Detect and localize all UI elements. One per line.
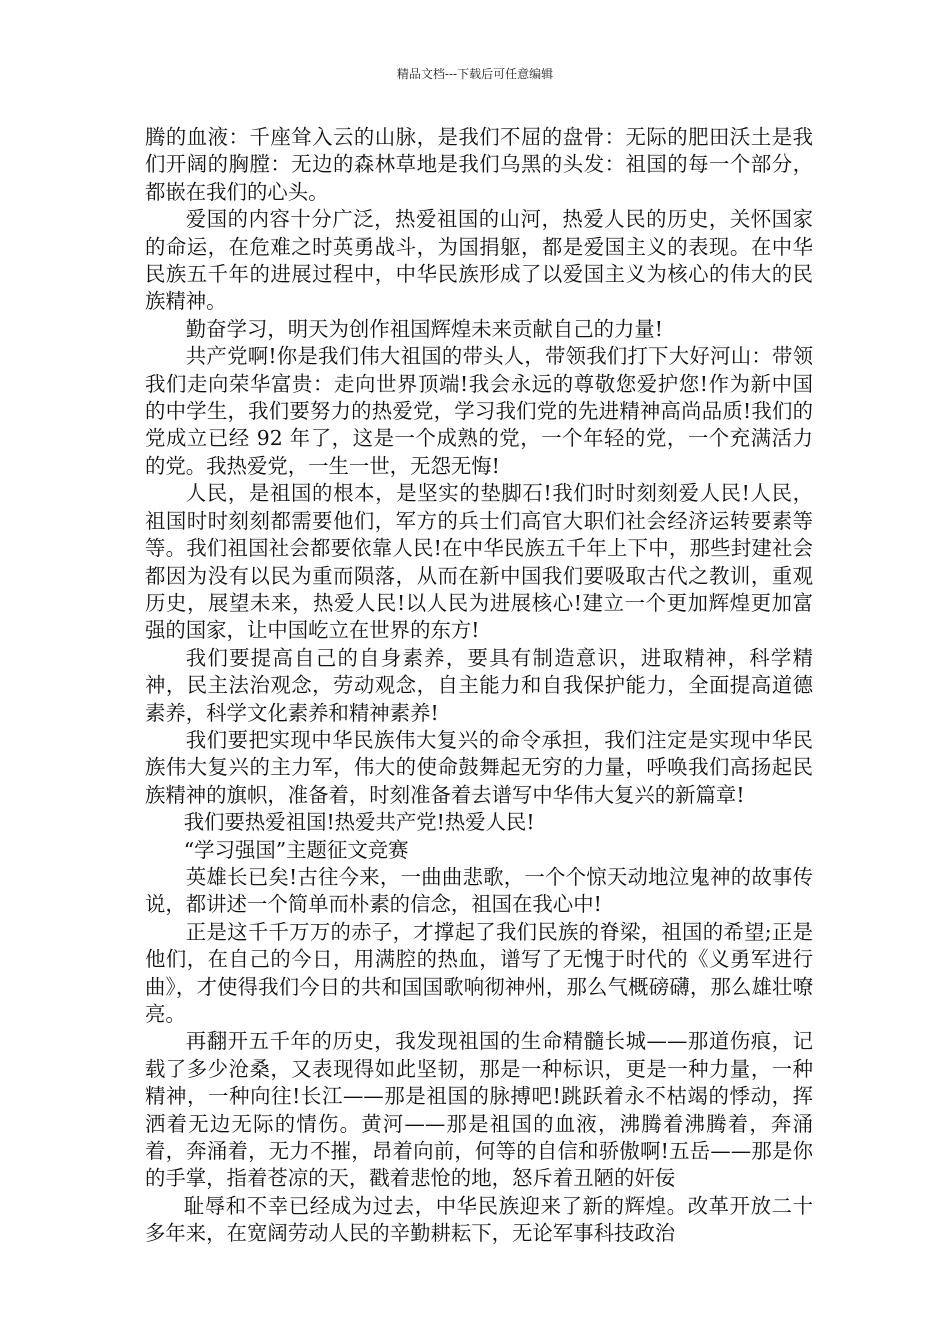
- page-header: 精品文档---下载后可任意编辑: [396, 67, 554, 81]
- paragraph: 人民，是祖国的根本，是坚实的垫脚石!我们时时刻刻爱人民!人民，祖国时时刻刻都需要他们，军方的兵士们高官大职们社会经济运转要素等等。我们祖国社会都要依靠人民!在中华民族五千年上下中，那些封建社会都因为没有以民为重而陨落，从而在新中国我们要吸取古代之教训，重观历史，展望未来，热爱人民!以人民为进展核心!建立一个更加辉煌更加富强的国家，让中国屹立在世界的东方!: [145, 481, 813, 643]
- paragraph: 我们要热爱祖国!热爱共产党!热爱人民!: [183, 810, 535, 835]
- document-body: [145, 124, 813, 1248]
- paragraph: 爱国的内容十分广泛，热爱祖国的山河，热爱人民的历史，关怀国家的命运，在危难之时英勇战斗，为国捐躯，都是爱国主义的表现。在中华民族五千年的进展过程中，中华民族形成了以爱国主义为核心的伟大的民族精神。: [145, 207, 813, 314]
- paragraph: 我们要提高自己的自身素养，要具有制造意识，进取精神，科学精神，民主法治观念，劳动观念，自主能力和自我保护能力，全面提高道德素养，科学文化素养和精神素养!: [145, 645, 813, 725]
- paragraph: 腾的血液：千座耸入云的山脉，是我们不屈的盘骨：无际的肥田沃土是我们开阔的胸膛：无边的森林草地是我们乌黑的头发：祖国的每一个部分，都嵌在我们的心头。: [145, 125, 813, 204]
- paragraph: 勤奋学习，明天为创作祖国辉煌未来贡献自己的力量!: [185, 316, 663, 341]
- section-title: “学习强国”主题征文竞赛: [183, 837, 409, 862]
- paragraph: 耻辱和不幸已经成为过去，中华民族迎来了新的辉煌。改革开放二十多年来，在宽阔劳动人民的辛勤耕耘下，无论军事科技政治: [145, 1193, 813, 1246]
- paragraph: 英雄长已矣!古往今来，一曲曲悲歌，一个个惊天动地泣鬼神的故事传说，都讲述一个简单而朴素的信念，祖国在我心中!: [145, 864, 813, 917]
- paragraph: 正是这千千万万的赤子，才撑起了我们民族的脊梁，祖国的希望;正是他们，在自己的今日，用满腔的热血，谱写了无愧于时代的《义勇军进行曲》，才使得我们今日的共和国国歌响彻神州，那么气概磅礴，那么雄壮嘹亮。: [145, 919, 813, 1026]
- paragraph: 共产党啊!你是我们伟大祖国的带头人，带领我们打下大好河山：带领我们走向荣华富贵：走向世界顶端!我会永远的尊敬您爱护您!作为新中国的中学生，我们要努力的热爱党，学习我们党的先进精神高尚品质!我们的党成立已经 92 年了，这是一个成熟的党，一个年轻的党，一个充满活力的党。我热爱党，一生一世，无怨无悔!: [145, 344, 813, 478]
- paragraph: 再翻开五千年的历史，我发现祖国的生命精髓长城——那道伤痕，记载了多少沧桑，又表现得如此坚韧，那是一种标识，更是一种力量，一种精神，一种向往!长江——那是祖国的脉搏吧!跳跃着永不枯竭的悸动，挥洒着无边无际的情伤。黄河——那是祖国的血液，沸腾着沸腾着，奔涌着，奔涌着，无力不摧，昂着向前，何等的自信和骄傲啊!五岳——那是你的手掌，指着苍凉的天，戳着悲怆的地，怒斥着丑陋的奸佞: [145, 1029, 813, 1191]
- paragraph: 我们要把实现中华民族伟大复兴的命令承担，我们注定是实现中华民族伟大复兴的主力军，伟大的使命鼓舞起无穷的力量，呼唤我们高扬起民族精神的旗帜，准备着，时刻准备着去谱写中华伟大复兴的新篇章!: [145, 727, 813, 807]
